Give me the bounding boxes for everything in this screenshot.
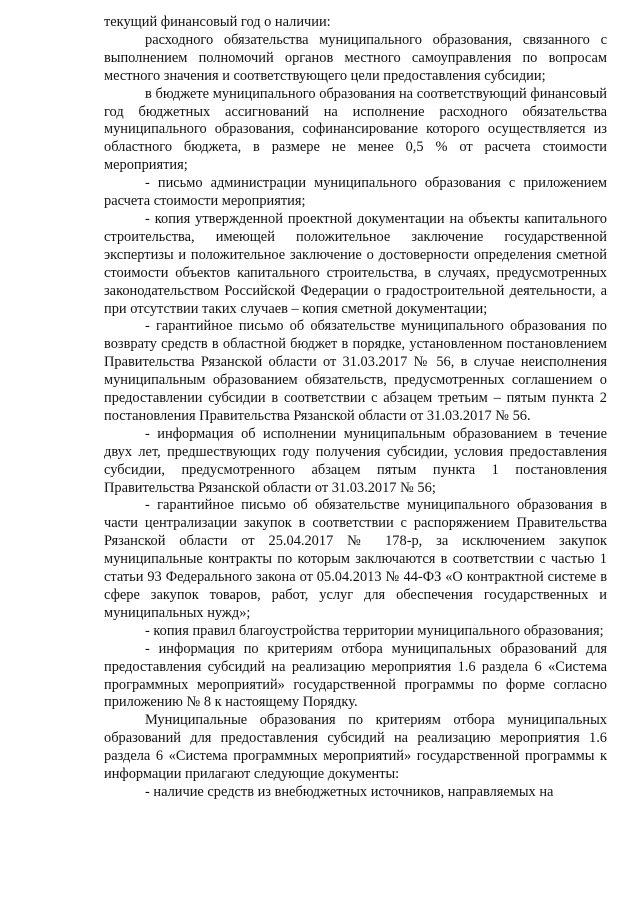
- list-item-administration-letter: - письмо администрации муниципального образования с приложением расчета стоимости мероприятия;: [104, 175, 607, 210]
- list-item-improvement-rules: - копия правил благоустройства территории муниципального образования;: [145, 622, 604, 639]
- list-item-guarantee-letter-refund: - гарантийное письмо об обязательстве муниципального образования по возврату средств в областной бюджет в порядке, установленном постановлением Правительства Рязанской области от 31.03.2017 № 56, в случае неисполнения муниципальным образованием обязательств, предусмотренных соглашением о предоставлении субсидии в соответствии с абзацем третьим – пятым пункта 2 постановления Правительства Рязанской области от 31.03.2017 № 56.: [104, 318, 607, 424]
- list-item-selection-criteria-info: - информация по критериям отбора муниципальных образований для предоставления субсидий на реализацию мероприятия 1.6 раздела 6 «Система программных мероприятий» государственной программы по форме согласно приложению № 8 к настоящему Порядку.: [104, 640, 607, 711]
- paragraph-continuation: текущий финансовый год о наличии:: [104, 14, 331, 30]
- list-item-extrabudgetary-funds: - наличие средств из внебюджетных источников, направляемых на: [145, 783, 554, 800]
- paragraph-municipalities-documents: Муниципальные образования по критериям отбора муниципальных образований для предоставления субсидий на реализацию мероприятия 1.6 раздела 6 «Система программных мероприятий» государственной программы к информации прилагают следующие документы:: [104, 712, 607, 783]
- list-item-project-documentation: - копия утвержденной проектной документации на объекты капитального строительства, имеющей положительное заключение государственной экспертизы и положительное заключение о достоверности определения сметной стоимости объектов капитального строительства, в случаях, предусмотренных законодательством Российской Федерации о градостроительной деятельности, а при отсутствии таких случаев – копия сметной документации;: [104, 210, 607, 317]
- paragraph-budget-allocations: в бюджете муниципального образования на соответствующий финансовый год бюджетных ассигнований на исполнение расходного обязательства муниципального образования, софинансирование которого осуществляется из областного бюджета, в размере не менее 0,5 % от расчета стоимости мероприятия;: [104, 85, 607, 174]
- paragraph-expense-obligation: расходного обязательства муниципального образования, связанного с выполнением полномочий органов местного самоуправления по вопросам местного значения и соответствующего цели предоставления субсидии;: [104, 31, 607, 84]
- document-page: [104, 14, 607, 802]
- list-item-execution-information: - информация об исполнении муниципальным образованием в течение двух лет, предшествующих году получения субсидии, условия предоставления субсидии, предусмотренного абзацем пятым пункта 1 постановления Правительства Рязанской области от 31.03.2017 № 56;: [104, 425, 607, 496]
- list-item-guarantee-letter-procurement: - гарантийное письмо об обязательстве муниципального образования в части централизации закупок в соответствии с распоряжением Правительства Рязанской области от 25.04.2017 № 178-р, за исключением закупок муниципальные контракты по которым заключаются в соответствии с частью 1 статьи 93 Федерального закона от 05.04.2013 № 44-ФЗ «О контрактной системе в сфере закупок товаров, работ, услуг для обеспечения государственных и муниципальных нужд»;: [104, 497, 607, 621]
